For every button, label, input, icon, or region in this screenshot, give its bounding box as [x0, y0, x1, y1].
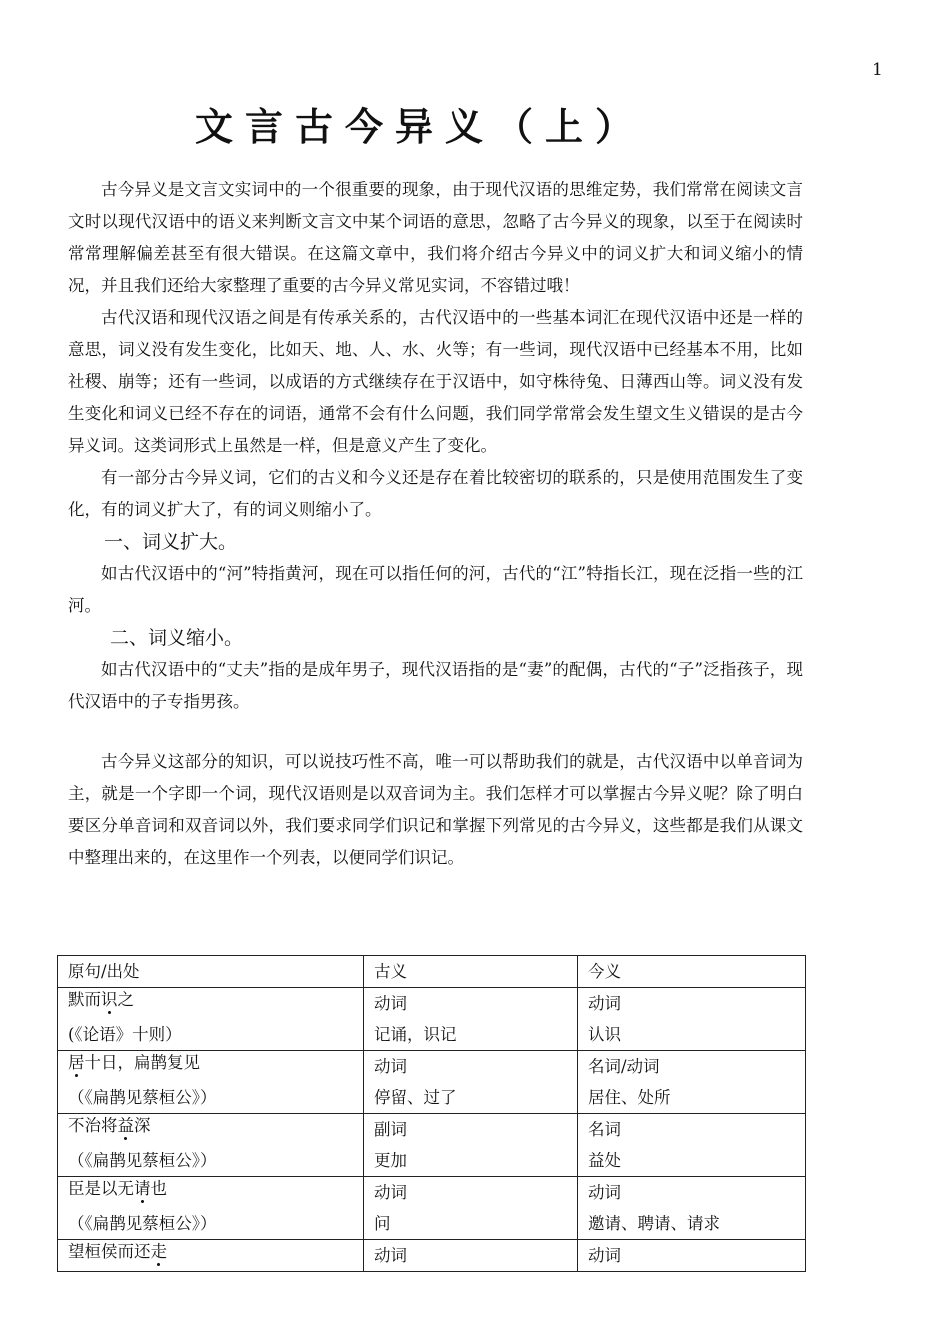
ancient-pos: 动词	[374, 1057, 407, 1076]
modern-cell	[578, 1051, 806, 1114]
source-text: (《论语》十则）	[68, 1025, 182, 1044]
modern-cell	[578, 988, 806, 1051]
table-row	[58, 988, 806, 1051]
ancient-cell	[364, 1114, 578, 1177]
key-character: 请	[134, 1179, 151, 1198]
sentence-text: 望桓侯而还走	[68, 1242, 167, 1261]
expansion-paragraph: 如古代汉语中的“河”特指黄河，现在可以指任何的河，古代的“江”特指长江，现在泛指一些的江河。	[68, 564, 803, 615]
page-number: 1	[872, 60, 883, 80]
ancient-meaning: 问	[374, 1214, 391, 1233]
document-body	[68, 174, 803, 874]
header-modern: 今义	[578, 956, 806, 988]
narrowing-paragraph: 如古代汉语中的“丈夫”指的是成年男子，现代汉语指的是“妻”的配偶，古代的“子”泛指孩子，现代汉语中的子专指男孩。	[68, 660, 803, 711]
source-text: （《扁鹊见蔡桓公》）	[68, 1214, 217, 1233]
key-character: 居	[68, 1053, 85, 1072]
modern-pos: 动词	[588, 1183, 621, 1202]
overview-paragraph: 有一部分古今异义词，它们的古义和今义还是存在着比较密切的联系的，只是使用范围发生了变化，有的词义扩大了，有的词义则缩小了。	[68, 468, 803, 519]
header-ancient: 古义	[364, 956, 578, 988]
sentence-cell	[58, 1177, 364, 1240]
key-character: 走	[150, 1242, 167, 1261]
modern-cell	[578, 1240, 806, 1272]
modern-meaning: 居住、处所	[588, 1088, 671, 1107]
sentence-text: 不治将益深	[68, 1116, 151, 1135]
ancient-pos: 动词	[374, 1183, 407, 1202]
sentence-cell	[58, 988, 364, 1051]
vocabulary-table	[57, 955, 806, 1272]
sentence-text: 默而识之	[68, 990, 134, 1009]
section-heading-narrowing: 二、词义缩小。	[110, 627, 244, 649]
source-text: （《扁鹊见蔡桓公》）	[68, 1088, 217, 1107]
ancient-pos: 动词	[374, 994, 407, 1013]
modern-cell	[578, 1114, 806, 1177]
modern-pos: 名词	[588, 1120, 621, 1139]
key-character: 益	[117, 1116, 134, 1135]
modern-cell	[578, 1177, 806, 1240]
table-row	[58, 1051, 806, 1114]
modern-meaning: 认识	[588, 1025, 621, 1044]
ancient-pos: 副词	[374, 1120, 407, 1139]
ancient-pos: 动词	[374, 1246, 407, 1265]
sentence-cell	[58, 1051, 364, 1114]
ancient-meaning: 更加	[374, 1151, 407, 1170]
ancient-meaning: 停留、过了	[374, 1088, 457, 1107]
modern-pos: 动词	[588, 994, 621, 1013]
document-title: 文言古今异义（上）	[194, 104, 645, 149]
ancient-cell	[364, 988, 578, 1051]
section-heading-expansion: 一、词义扩大。	[104, 531, 238, 553]
table-row	[58, 1240, 806, 1272]
table-header-row	[58, 956, 806, 988]
modern-meaning: 益处	[588, 1151, 621, 1170]
modern-meaning: 邀请、聘请、请求	[588, 1214, 720, 1233]
ancient-meaning: 记诵，识记	[374, 1025, 457, 1044]
table-row	[58, 1177, 806, 1240]
ancient-cell	[364, 1240, 578, 1272]
ancient-cell	[364, 1051, 578, 1114]
closing-paragraph: 古今异义这部分的知识，可以说技巧性不高，唯一可以帮助我们的就是，古代汉语中以单音词为主，就是一个字即一个词，现代汉语则是以双音词为主。我们怎样才可以掌握古今异义呢？除了明白要区分单音词和双音词以外，我们要求同学们识记和掌握下列常见的古今异义，这些都是我们从课文中整理出来的，在这里作一个列表，以便同学们识记。	[68, 752, 803, 867]
intro-paragraph: 古今异义是文言文实词中的一个很重要的现象，由于现代汉语的思维定势，我们常常在阅读文言文时以现代汉语中的语义来判断文言文中某个词语的意思，忽略了古今异义的现象，以至于在阅读时常常理解偏差甚至有很大错误。在这篇文章中，我们将介绍古今异义中的词义扩大和词义缩小的情况，并且我们还给大家整理了重要的古今异义常见实词，不容错过哦！	[68, 180, 803, 295]
header-sentence: 原句/出处	[58, 956, 364, 988]
background-paragraph: 古代汉语和现代汉语之间是有传承关系的，古代汉语中的一些基本词汇在现代汉语中还是一样的意思，词义没有发生变化，比如天、地、人、水、火等；有一些词，现代汉语中已经基本不用，比如社稷、崩等；还有一些词，以成语的方式继续存在于汉语中，如守株待兔、日薄西山等。词义没有发生变化和词义已经不存在的词语，通常不会有什么问题，我们同学常常会发生望文生义错误的是古今异义词。这类词形式上虽然是一样，但是意义产生了变化。	[68, 308, 803, 455]
table-row	[58, 1114, 806, 1177]
sentence-text: 臣是以无请也	[68, 1179, 167, 1198]
ancient-cell	[364, 1177, 578, 1240]
key-character: 识	[101, 990, 118, 1009]
source-text: （《扁鹊见蔡桓公》）	[68, 1151, 217, 1170]
sentence-text: 居十日，扁鹊复见	[68, 1053, 200, 1072]
modern-pos: 名词/动词	[588, 1057, 660, 1076]
modern-pos: 动词	[588, 1246, 621, 1265]
sentence-cell	[58, 1240, 364, 1272]
sentence-cell	[58, 1114, 364, 1177]
